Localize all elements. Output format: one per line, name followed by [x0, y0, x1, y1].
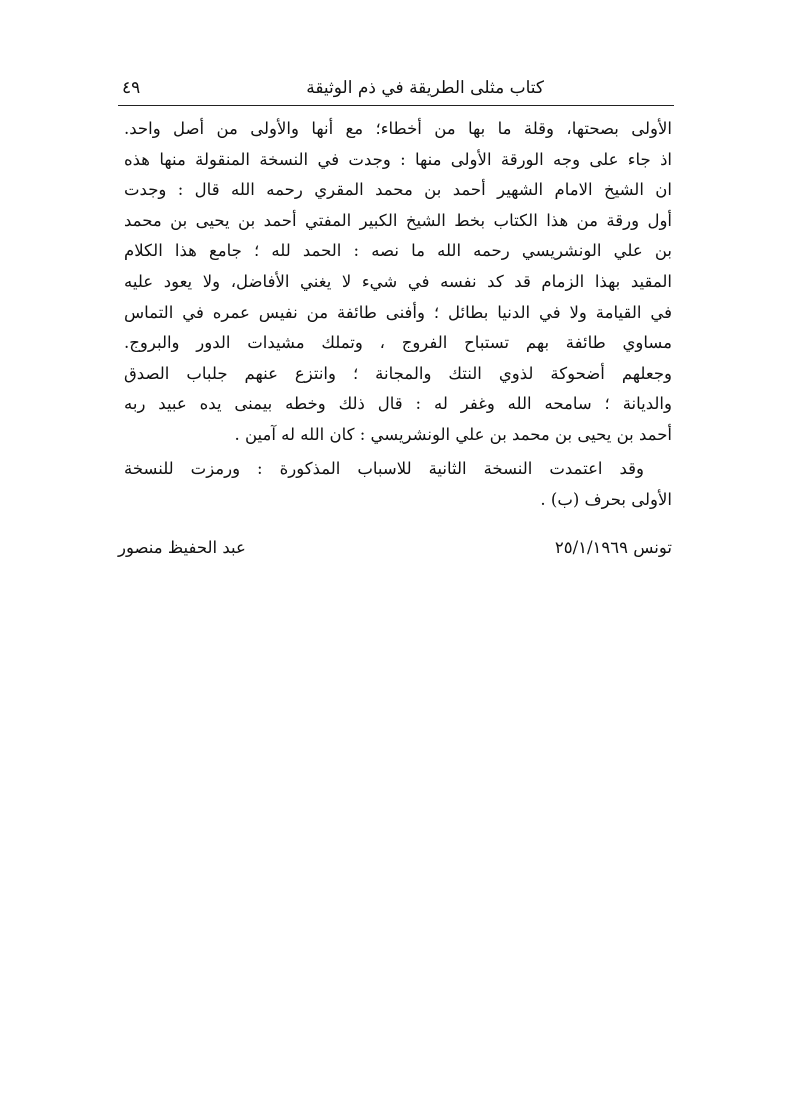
- text-line: أول ورقة من هذا الكتاب بخط الشيخ الكبير المفتي أحمد بن يحيى بن محمد: [124, 210, 672, 230]
- text-line: وقد اعتمدت النسخة الثانية للاسباب المذكورة : ورمزت للنسخة: [124, 459, 644, 478]
- place-date: تونس ٢٥/١/١٩٦٩: [554, 538, 672, 557]
- author-name: عبد الحفيظ منصور: [118, 538, 246, 557]
- text-line: مساوي طائفة بهم تستباح الفروج ، وتملك مشيدات الدور والبروج.: [124, 333, 672, 353]
- text-line: بن علي الونشريسي رحمه الله ما نصه : الحمد لله ؛ جامع هذا الكلام: [124, 241, 672, 261]
- text-line: الأولى بحرف (ب) .: [540, 489, 672, 509]
- text-line: الأولى بصحتها، وقلة ما بها من أخطاء؛ مع أنها والأولى من أصل واحد.: [124, 119, 672, 138]
- text-line: أحمد بن يحيى بن محمد بن علي الونشريسي : كان الله له آمين .: [234, 424, 672, 444]
- body-paragraph-1: [124, 114, 672, 451]
- signature-block: [118, 538, 672, 568]
- text-line: اذ جاء على وجه الورقة الأولى منها : وجدت في النسخة المنقولة منها هذه: [124, 149, 672, 169]
- text-line: في القيامة ولا في الدنيا بطائل ؛ وأفنى طائفة من نفيس عمره في التماس: [124, 302, 672, 322]
- body-paragraph-2: [124, 454, 672, 515]
- header-rule: [118, 105, 674, 106]
- text-line: وجعلهم أضحوكة لذوي النتك والمجانة ؛ وانتزع عنهم جلباب الصدق: [124, 363, 672, 383]
- page-number: ٤٩: [122, 78, 141, 98]
- text-line: ان الشيخ الامام الشهير أحمد بن محمد المقري رحمه الله قال : وجدت: [124, 180, 672, 200]
- running-title: كتاب مثلى الطريقة في ذم الوثيقة: [306, 78, 544, 98]
- page-header: [118, 70, 674, 106]
- text-line: المقيد بهذا الزمام قد كد نفسه في شيء لا يغني الأفاضل، ولا يعود عليه: [124, 271, 672, 291]
- text-line: والديانة ؛ سامحه الله وغفر له : قال ذلك وخطه بيمنى يده عبيد ربه: [124, 394, 672, 414]
